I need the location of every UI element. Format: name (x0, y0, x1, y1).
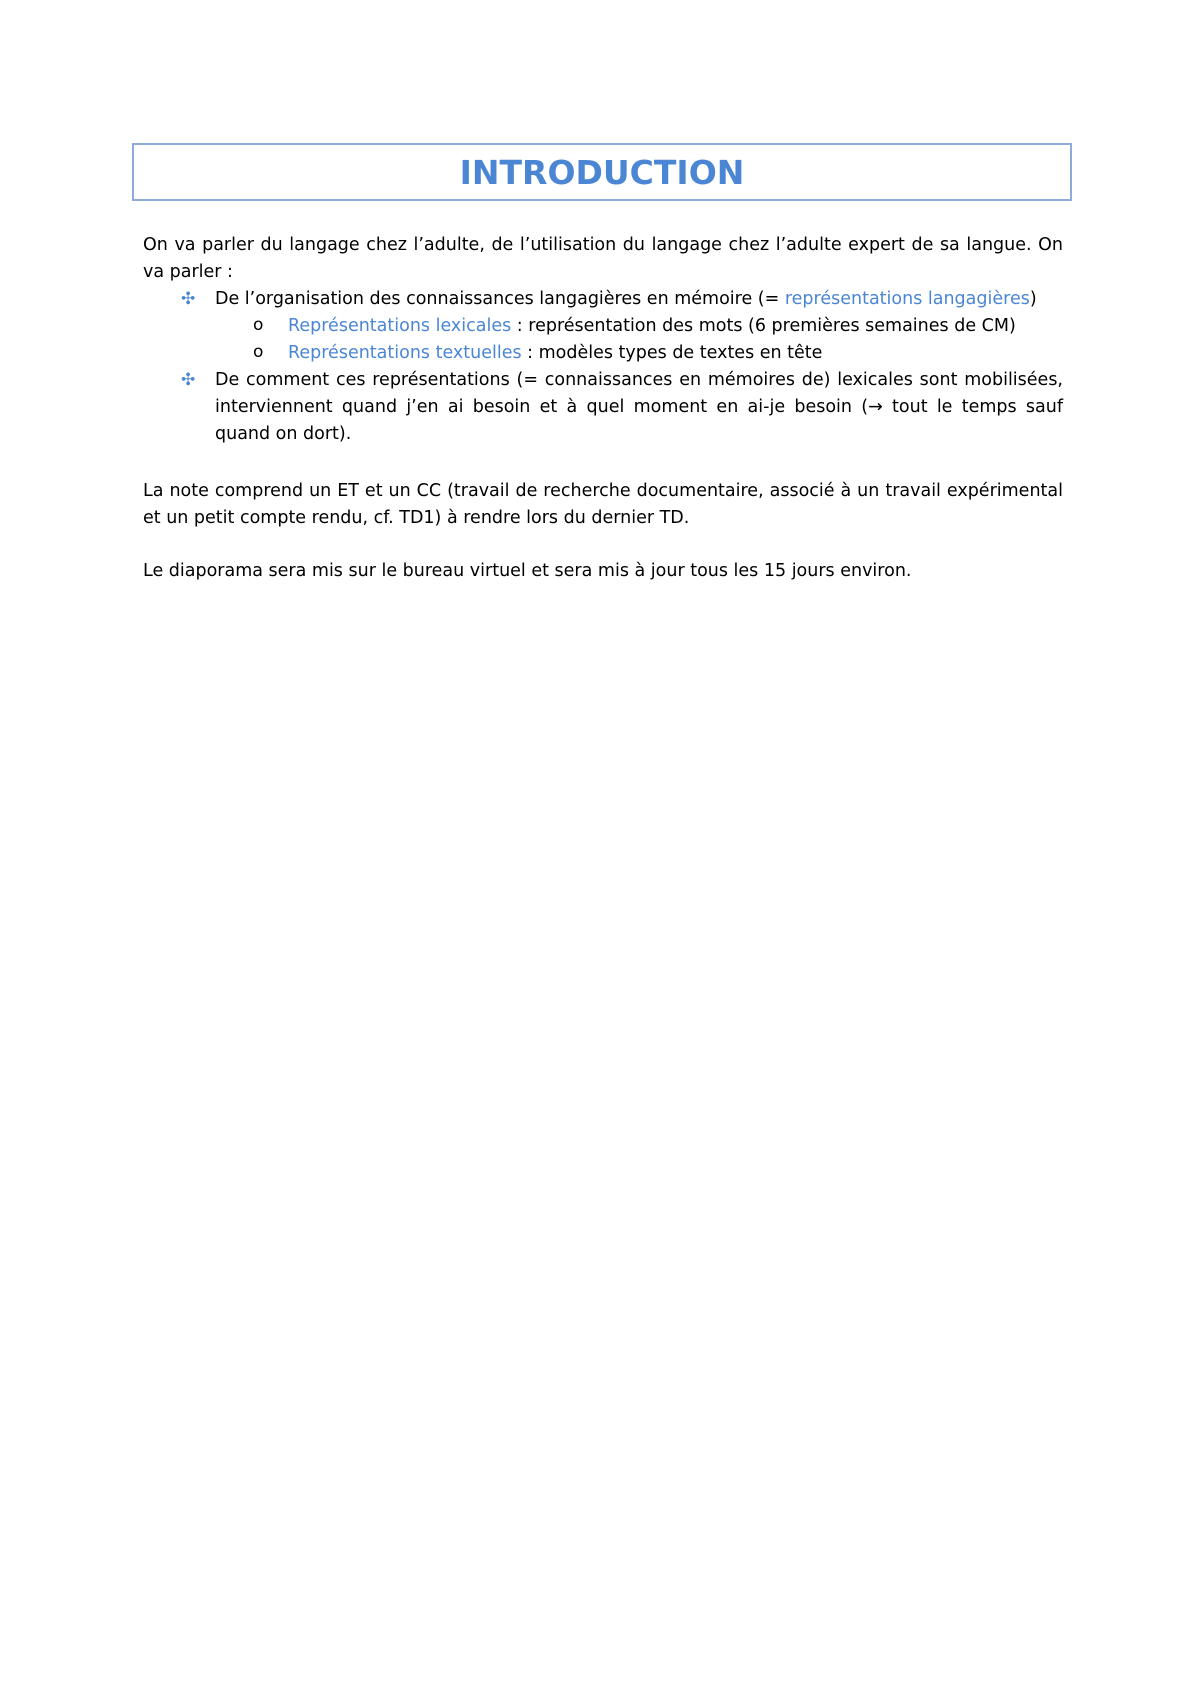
sub-item-text: : représentation des mots (6 premières semaines de CM) (511, 316, 1016, 336)
sub-item-highlight: Représentations lexicales (288, 316, 512, 336)
bullet-highlight: représentations langagières (784, 289, 1030, 309)
four-diamond-bullet-icon: ✣ (181, 370, 196, 390)
bullet-line-1: De comment ces représentations (= connaissances en mémoires de) lexicales sont mobilisées, (215, 370, 1063, 390)
sub-item-highlight: Représentations textuelles (288, 343, 522, 363)
sub-item-textuelles (143, 340, 1063, 367)
page-title: INTRODUCTION (459, 152, 745, 192)
intro-line-1: On va parler du langage chez l’adulte, de l’utilisation du langage chez l’adulte expert de sa langue. On (143, 235, 1063, 255)
intro-paragraph (143, 232, 1063, 286)
title-box (132, 143, 1072, 201)
note-line-1: La note comprend un ET et un CC (travail de recherche documentaire, associé à un travail expérimental (143, 481, 1063, 501)
sub-item-lexicales (143, 313, 1063, 340)
sub-bullet-marker: o (253, 315, 264, 335)
bullet-list (143, 286, 1063, 448)
bullet-item-mobilisation (143, 367, 1063, 448)
diaporama-paragraph: Le diaporama sera mis sur le bureau virtuel et sera mis à jour tous les 15 jours environ. (143, 561, 912, 581)
bullet-item-organisation (143, 286, 1063, 313)
sub-item-text: : modèles types de textes en tête (521, 343, 823, 363)
bullet-text: De l’organisation des connaissances langagières en mémoire (= (215, 289, 785, 309)
note-paragraph (143, 478, 1063, 532)
bullet-line-2: interviennent quand j’en ai besoin et à quel moment en ai-je besoin (→ tout le temps sauf (215, 397, 1063, 417)
four-diamond-bullet-icon: ✣ (181, 289, 196, 309)
note-line-2: et un petit compte rendu, cf. TD1) à rendre lors du dernier TD. (143, 508, 690, 528)
intro-line-2: va parler : (143, 262, 233, 282)
bullet-line-3: quand on dort). (215, 424, 352, 444)
bullet-text-end: ) (1029, 289, 1037, 309)
sub-bullet-marker: o (253, 342, 264, 362)
sub-list (143, 313, 1063, 367)
